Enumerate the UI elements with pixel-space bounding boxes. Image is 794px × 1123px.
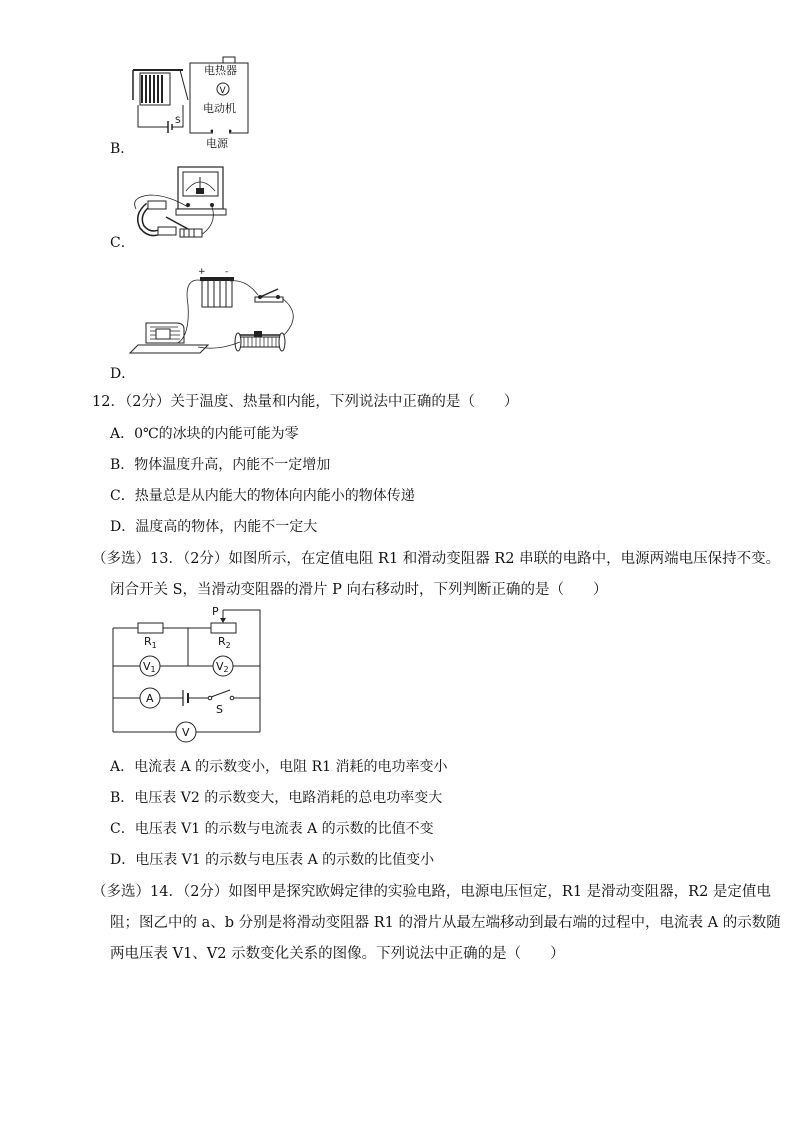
q13-option-c: C．电压表 V1 的示数与电流表 A 的示数的比值不变 <box>110 821 434 837</box>
switch-s-label: S <box>175 116 181 126</box>
v2-symbol: V2 <box>216 660 229 674</box>
q12-option-b: B．物体温度升高，内能不一定增加 <box>110 457 331 473</box>
figure-motor-circuit <box>128 265 303 365</box>
q14-stem-line2: 阻；图乙中的 a、b 分别是将滑动变阻器 R1 的滑片从最左端移动到最右端的过程中，电流表 A 的示数随 <box>110 915 781 931</box>
q12-option-d: D．温度高的物体，内能不一定大 <box>110 519 318 535</box>
q13-stem-line2: 闭合开关 S，当滑动变阻器的滑片 P 向右移动时，下列判断正确的是（ ） <box>110 582 608 598</box>
q13-option-b: B．电压表 V2 的示数变大，电路消耗的总电功率变大 <box>110 790 443 806</box>
power-source-label: 电源 <box>206 137 228 150</box>
r1-label: $R_1$ <box>144 635 157 650</box>
figure-electromagnetic-relay <box>128 55 253 150</box>
q12-option-a: A．0℃的冰块的内能可能为零 <box>110 426 299 442</box>
option-b-label: B． <box>110 141 135 157</box>
voltmeter-v-symbol: V <box>182 726 190 739</box>
heater-label: 电热器 <box>204 64 237 77</box>
q14-stem-line3: 两电压表 V1、V2 示数变化关系的图像。下列说法中正确的是（ ） <box>110 946 565 962</box>
figure-galvanometer-magnet <box>128 165 248 250</box>
battery-minus-label: - <box>225 267 229 277</box>
q14-stem-line1: （多选）14．（2分）如图甲是探究欧姆定律的实验电路，电源电压恒定，R1 是滑动变阻器，R2 是定值电 <box>92 884 771 900</box>
v1-symbol: V1 <box>143 660 156 674</box>
option-d-label: D． <box>110 366 136 382</box>
q13-option-d: D．电压表 V1 的示数与电压表 A 的示数的比值变小 <box>110 852 435 868</box>
q13-stem-line1: （多选）13．（2分）如图所示，在定值电阻 R1 和滑动变阻器 R2 串联的电路中，电源两端电压保持不变。 <box>92 551 781 567</box>
motor-symbol: V <box>219 86 226 96</box>
slider-p-label: P <box>212 605 219 618</box>
q13-circuit-diagram <box>108 605 268 745</box>
switch-s-label: S <box>216 703 223 716</box>
q12-option-c: C．热量总是从内能大的物体向内能小的物体传递 <box>110 488 415 504</box>
r2-label: $R_2$ <box>218 635 231 650</box>
q12-stem: 12．（2分）关于温度、热量和内能，下列说法中正确的是（ ） <box>92 394 519 410</box>
motor-label: 电动机 <box>203 102 236 115</box>
ammeter-symbol: A <box>146 692 154 705</box>
battery-plus-label: + <box>198 267 206 277</box>
option-c-label: C． <box>110 235 135 251</box>
q13-option-a: A．电流表 A 的示数变小，电阻 R1 消耗的电功率变小 <box>110 759 448 775</box>
